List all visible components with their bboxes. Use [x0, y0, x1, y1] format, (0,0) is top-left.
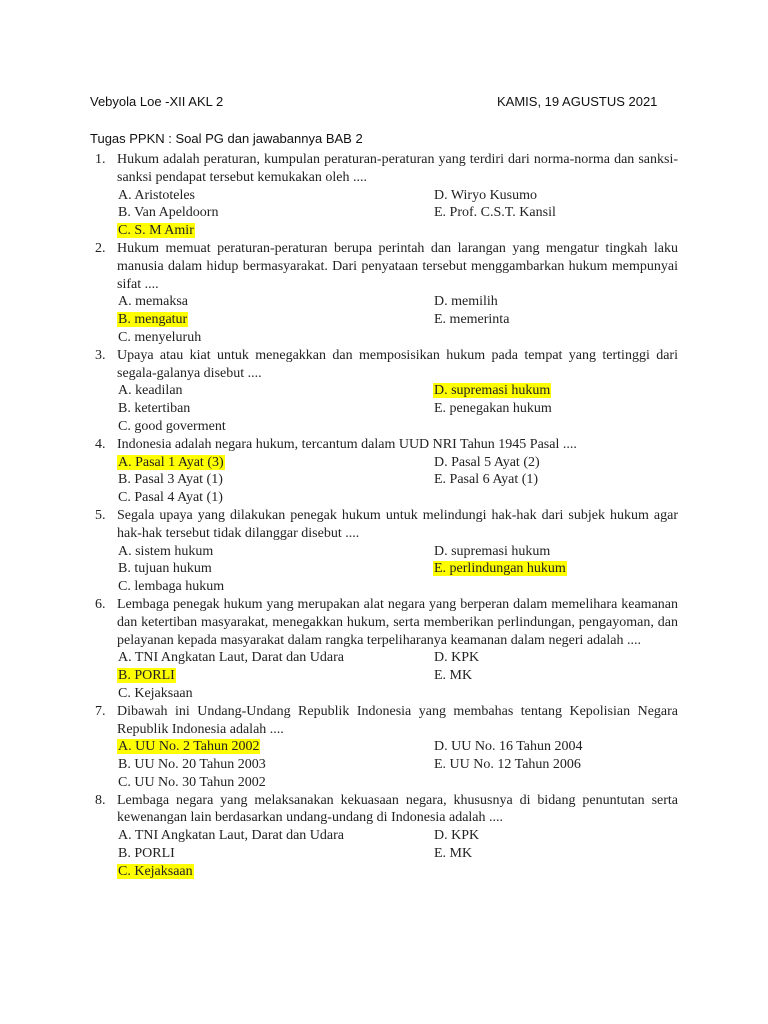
answer-option	[433, 204, 678, 222]
answer-option	[117, 471, 433, 489]
answer-option	[433, 827, 678, 845]
question-text: Lembaga penegak hukum yang merupakan alat negara yang berperan dalam memelihara keamanan dan ketertiban masyarakat, menegakkan hukum, serta memberikan perlindungan, pengayoman, dan pelayanan kepada masyarakat dalam rangka terpeliharanya keamanan dalam negeri adalah ....	[117, 596, 678, 648]
question-text: Indonesia adalah negara hukum, tercantum dalam UUD NRI Tahun 1945 Pasal ....	[117, 436, 577, 452]
question-item	[90, 347, 678, 436]
option-text: B. Pasal 3 Ayat (1)	[118, 472, 223, 488]
option-text: C. good goverment	[118, 418, 226, 434]
answer-option	[433, 293, 678, 311]
option-text: D. KPK	[434, 828, 480, 844]
answer-option-correct	[433, 382, 678, 400]
option-text: A. memaksa	[118, 294, 188, 310]
question-item	[90, 596, 678, 703]
question-item	[90, 703, 678, 792]
answer-option-correct	[117, 667, 433, 685]
answer-option	[433, 454, 678, 472]
answer-option	[117, 774, 433, 792]
answer-option	[433, 471, 678, 489]
option-text: E. MK	[434, 668, 473, 684]
question-number: 8.	[95, 792, 106, 808]
question-item	[90, 507, 678, 596]
question-number: 5.	[95, 507, 106, 523]
question-text: Segala upaya yang dilakukan penegak hukum untuk melindungi hak-hak dari subjek hukum agar hak-hak tersebut tidak dilanggar disebut ....	[117, 507, 678, 541]
answer-option	[117, 543, 433, 561]
option-text: E. UU No. 12 Tahun 2006	[434, 757, 581, 773]
option-text: D. UU No. 16 Tahun 2004	[434, 739, 583, 755]
option-text: B. Van Apeldoorn	[118, 205, 219, 221]
answer-option	[433, 756, 678, 774]
option-text: B. tujuan hukum	[118, 561, 212, 577]
option-text: B. ketertiban	[118, 401, 191, 417]
question-number: 6.	[95, 596, 106, 612]
answer-option	[117, 293, 433, 311]
answer-options	[117, 187, 678, 240]
option-text: D. Wiryo Kusumo	[434, 187, 538, 203]
answer-option-correct	[117, 738, 433, 756]
question-text: Lembaga negara yang melaksanakan kekuasaan negara, khususnya di bidang penuntutan serta kewenangan lain berdasarkan undang-undang di Indonesia adalah ....	[117, 792, 678, 826]
question-item	[90, 436, 678, 507]
answer-option	[433, 543, 678, 561]
answer-option	[117, 400, 433, 418]
option-text: D. supremasi hukum	[434, 543, 551, 559]
answer-option	[117, 756, 433, 774]
answer-option	[117, 204, 433, 222]
answer-option	[433, 400, 678, 418]
option-text: D. supremasi hukum	[434, 383, 551, 399]
option-text: E. MK	[434, 846, 473, 862]
answer-options	[117, 293, 678, 346]
option-text: D. memilih	[434, 294, 498, 310]
question-number: 1.	[95, 152, 106, 167]
option-text: A. keadilan	[118, 383, 183, 399]
option-text: A. TNI Angkatan Laut, Darat dan Udara	[118, 828, 344, 844]
option-text: E. Prof. C.S.T. Kansil	[434, 205, 556, 221]
question-text: Dibawah ini Undang-Undang Republik Indonesia yang membahas tentang Kepolisian Negara Republik Indonesia adalah ....	[117, 703, 678, 737]
answer-option	[117, 329, 433, 347]
option-text: C. UU No. 30 Tahun 2002	[118, 774, 266, 790]
question-item	[90, 151, 678, 240]
answer-option-correct	[433, 560, 678, 578]
option-text: A. UU No. 2 Tahun 2002	[118, 739, 260, 755]
option-text: C. lembaga hukum	[118, 579, 225, 595]
student-name: Vebyola Loe -XII AKL 2	[90, 94, 224, 109]
question-list	[90, 151, 678, 881]
answer-option	[117, 187, 433, 205]
option-text: B. PORLI	[118, 668, 175, 684]
answer-options	[117, 827, 678, 880]
option-text: A. sistem hukum	[118, 543, 214, 559]
option-text: A. Aristoteles	[118, 187, 195, 203]
option-text: C. S. M Amir	[118, 223, 194, 239]
answer-option	[117, 685, 433, 703]
assignment-title: Tugas PPKN : Soal PG dan jawabannya BAB 2	[90, 131, 363, 146]
answer-option-correct	[117, 863, 433, 881]
answer-option-correct	[117, 222, 433, 240]
answer-options	[117, 543, 678, 596]
answer-option	[433, 667, 678, 685]
answer-option	[433, 187, 678, 205]
option-text: C. Pasal 4 Ayat (1)	[118, 490, 223, 506]
question-number: 4.	[95, 436, 106, 452]
option-text: D. Pasal 5 Ayat (2)	[434, 454, 540, 470]
question-item	[90, 240, 678, 347]
answer-option	[433, 649, 678, 667]
option-text: C. Kejaksaan	[118, 685, 193, 701]
answer-option-correct	[117, 454, 433, 472]
option-text: A. Pasal 1 Ayat (3)	[118, 454, 224, 470]
option-text: E. memerinta	[434, 312, 510, 328]
option-text: C. menyeluruh	[118, 329, 202, 345]
answer-option	[117, 649, 433, 667]
answer-options	[117, 649, 678, 702]
answer-option	[117, 578, 433, 596]
answer-options	[117, 382, 678, 435]
answer-option	[117, 382, 433, 400]
question-text: Hukum adalah peraturan, kumpulan peraturan-peraturan yang terdiri dari norma-norma dan sanksi-sanksi pendapat tersebut kemukakan oleh ....	[117, 152, 678, 185]
answer-option-correct	[117, 311, 433, 329]
answer-option	[117, 827, 433, 845]
answer-option	[117, 560, 433, 578]
answer-options	[117, 738, 678, 791]
question-text: Upaya atau kiat untuk menegakkan dan memposisikan hukum pada tempat yang tertinggi dari segala-galanya disebut ....	[117, 347, 678, 381]
option-text: C. Kejaksaan	[118, 863, 193, 879]
question-number: 7.	[95, 703, 106, 719]
option-text: A. TNI Angkatan Laut, Darat dan Udara	[118, 650, 344, 666]
option-text: E. perlindungan hukum	[434, 561, 566, 577]
option-text: D. KPK	[434, 650, 480, 666]
option-text: E. Pasal 6 Ayat (1)	[434, 472, 539, 488]
option-text: B. mengatur	[118, 312, 188, 328]
answer-option	[117, 845, 433, 863]
document-date: KAMIS, 19 AGUSTUS 2021	[497, 94, 658, 109]
option-text: B. UU No. 20 Tahun 2003	[118, 757, 266, 773]
option-text: E. penegakan hukum	[434, 401, 552, 417]
question-number: 2.	[95, 240, 106, 256]
answer-option	[117, 489, 433, 507]
question-text: Hukum memuat peraturan-peraturan berupa perintah dan larangan yang mengatur tingkah laku manusia dalam hidup bermasyarakat. Dari penyataan tersebut menggambarkan hukum mempunyai sifat ....	[117, 240, 678, 292]
question-item	[90, 792, 678, 881]
question-number: 3.	[95, 347, 106, 363]
option-text: B. PORLI	[118, 846, 175, 862]
answer-option	[117, 418, 433, 436]
answer-option	[433, 738, 678, 756]
answer-options	[117, 454, 678, 507]
answer-option	[433, 845, 678, 863]
answer-option	[433, 311, 678, 329]
